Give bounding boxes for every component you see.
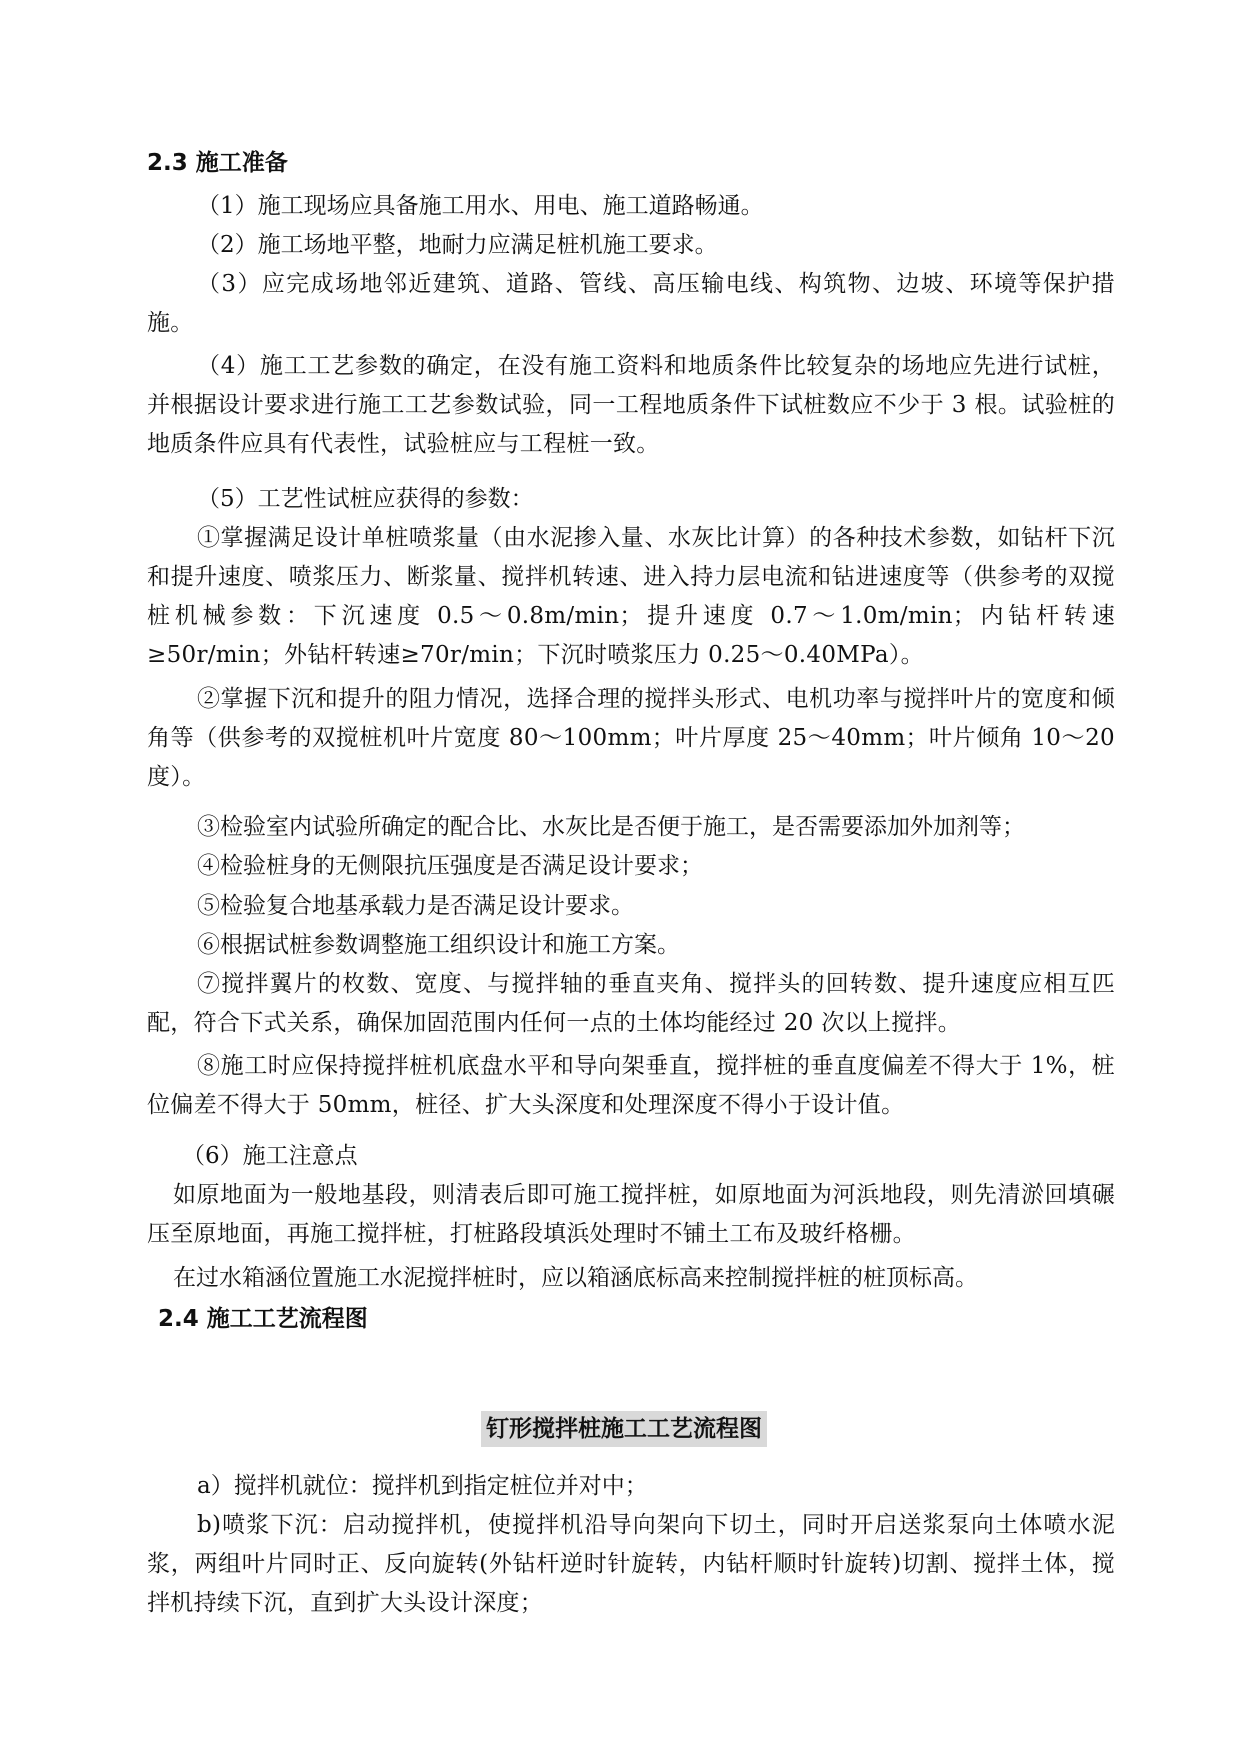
flow-step-b: b)喷浆下沉：启动搅拌机，使搅拌机沿导向架向下切土，同时开启送浆泵向土体喷水泥浆，两组叶片同时正、反向旋转(外钻杆逆时针旋转，内钻杆顺时针旋转)切割、搅拌土体，搅拌机持续下沉，直到扩大头设计深度； <box>147 1512 1115 1616</box>
section-heading-2-3: 2.3 施工准备 <box>147 150 288 176</box>
paragraph-param-7: ⑦搅拌翼片的枚数、宽度、与搅拌轴的垂直夹角、搅拌头的回转数、提升速度应相互匹配，符合下式关系，确保加固范围内任何一点的土体均能经过 20 次以上搅拌。 <box>147 971 1115 1036</box>
flow-step-a: a）搅拌机就位：搅拌机到指定桩位并对中； <box>197 1473 648 1499</box>
paragraph-note-1: 如原地面为一般地基段，则清表后即可施工搅拌桩，如原地面为河浜地段，则先清淤回填碾压至原地面，再施工搅拌桩，打桩路段填浜处理时不铺土工布及玻纤格栅。 <box>147 1182 1115 1247</box>
paragraph-item-3: （3）应完成场地邻近建筑、道路、管线、高压输电线、构筑物、边坡、环境等保护措施。 <box>147 271 1115 336</box>
paragraph-item-2: （2）施工场地平整，地耐力应满足桩机施工要求。 <box>197 232 718 258</box>
paragraph-param-4: ④检验桩身的无侧限抗压强度是否满足设计要求； <box>197 853 703 879</box>
paragraph-param-5: ⑤检验复合地基承载力是否满足设计要求。 <box>197 893 634 919</box>
paragraph-param-3: ③检验室内试验所确定的配合比、水灰比是否便于施工，是否需要添加外加剂等； <box>197 814 1025 840</box>
paragraph-note-2: 在过水箱涵位置施工水泥搅拌桩时，应以箱涵底标高来控制搅拌桩的桩顶标高。 <box>173 1265 978 1291</box>
section-heading-2-4: 2.4 施工工艺流程图 <box>158 1306 368 1332</box>
paragraph-param-8: ⑧施工时应保持搅拌桩机底盘水平和导向架垂直，搅拌桩的垂直度偏差不得大于 1%，桩位偏差不得大于 50mm，桩径、扩大头深度和处理深度不得小于设计值。 <box>147 1053 1115 1118</box>
paragraph-param-2: ②掌握下沉和提升的阻力情况，选择合理的搅拌头形式、电机功率与搅拌叶片的宽度和倾角等（供参考的双搅桩机叶片宽度 80～100mm；叶片厚度 25～40mm；叶片倾角 10～20 度）。 <box>147 686 1115 790</box>
paragraph-item-5: （5）工艺性试桩应获得的参数： <box>197 486 534 512</box>
paragraph-param-6: ⑥根据试桩参数调整施工组织设计和施工方案。 <box>197 932 680 958</box>
paragraph-item-6: （6）施工注意点 <box>182 1143 358 1169</box>
paragraph-item-1: （1）施工现场应具备施工用水、用电、施工道路畅通。 <box>197 193 764 219</box>
paragraph-param-1: ①掌握满足设计单桩喷浆量（由水泥掺入量、水灰比计算）的各种技术参数，如钻杆下沉和提升速度、喷浆压力、断浆量、搅拌机转速、进入持力层电流和钻进速度等（供参考的双搅桩机械参数：下沉速度 0.5～0.8m/min；提升速度 0.7～1.0m/min；内钻杆转速≥50r/min；外钻杆转速≥70r/min；下沉时喷浆压力 0.25～0.40MPa）。 <box>147 525 1115 668</box>
flow-chart-title: 钉形搅拌桩施工工艺流程图 <box>481 1411 767 1447</box>
paragraph-item-4: （4）施工工艺参数的确定，在没有施工资料和地质条件比较复杂的场地应先进行试桩，并根据设计要求进行施工工艺参数试验，同一工程地质条件下试桩数应不少于 3 根。试验桩的地质条件应具有代表性，试验桩应与工程桩一致。 <box>147 353 1115 457</box>
